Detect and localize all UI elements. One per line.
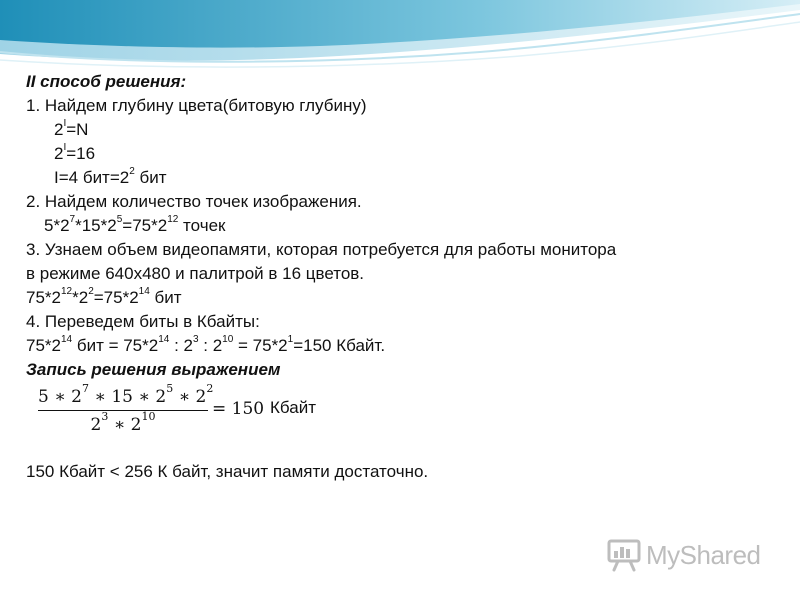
equation-2: $2^I=16$ <box>54 142 96 163</box>
points-equation: $5*2^7*15*2^5=75*2^{12}$ точек <box>44 214 226 235</box>
formula-unit: Кбайт <box>270 398 316 417</box>
memory-equation: $75*2^{12}*2^2=75*2^{14}$ бит <box>26 286 182 307</box>
step-2-text: 2. Найдем количество точек изображения. <box>26 192 362 211</box>
fraction-bar <box>38 410 208 411</box>
logo-text: MyShared <box>646 539 761 570</box>
step-4-text: 4. Переведем биты в Кбайты: <box>26 312 260 331</box>
equation-3: I=4 $бит=2^2$ бит <box>54 166 167 187</box>
step-3-continuation: в режиме 640х480 и палитрой в 16 цветов. <box>26 264 365 283</box>
fraction <box>38 382 214 436</box>
fraction-formula <box>26 382 786 436</box>
presentation-board-icon <box>606 538 642 572</box>
step-1-text: 1. Найдем глубину цвета(битовую глубину) <box>26 96 367 115</box>
equation-1: $2^I=N$ <box>54 118 89 139</box>
fraction-numerator: 5 ∗ $2^7$ ∗ 15 ∗ $2^5$ ∗ $2^2$ <box>38 382 214 407</box>
formula-result: = 150 <box>212 399 265 419</box>
header-wave-decoration <box>0 0 800 70</box>
myshared-logo <box>606 535 761 575</box>
step-3-text: 3. Узнаем объем видеопамяти, которая потребуется для работы монитора <box>26 240 617 259</box>
solution-heading: II способ решения: <box>26 72 187 91</box>
conversion-equation: $75*2^{14}$ бит = $75*2^{14}$ : $2^3$ : $2^{10} = 75*2^1=150$ Кбайт. <box>26 334 386 355</box>
solution-text <box>26 70 786 484</box>
expression-heading: Запись решения выражением <box>26 360 281 379</box>
fraction-denominator: $2^3$ ∗ $2^{10}$ <box>90 410 156 435</box>
conclusion-text: 150 Кбайт < 256 К байт, значит памяти достаточно. <box>26 462 429 481</box>
